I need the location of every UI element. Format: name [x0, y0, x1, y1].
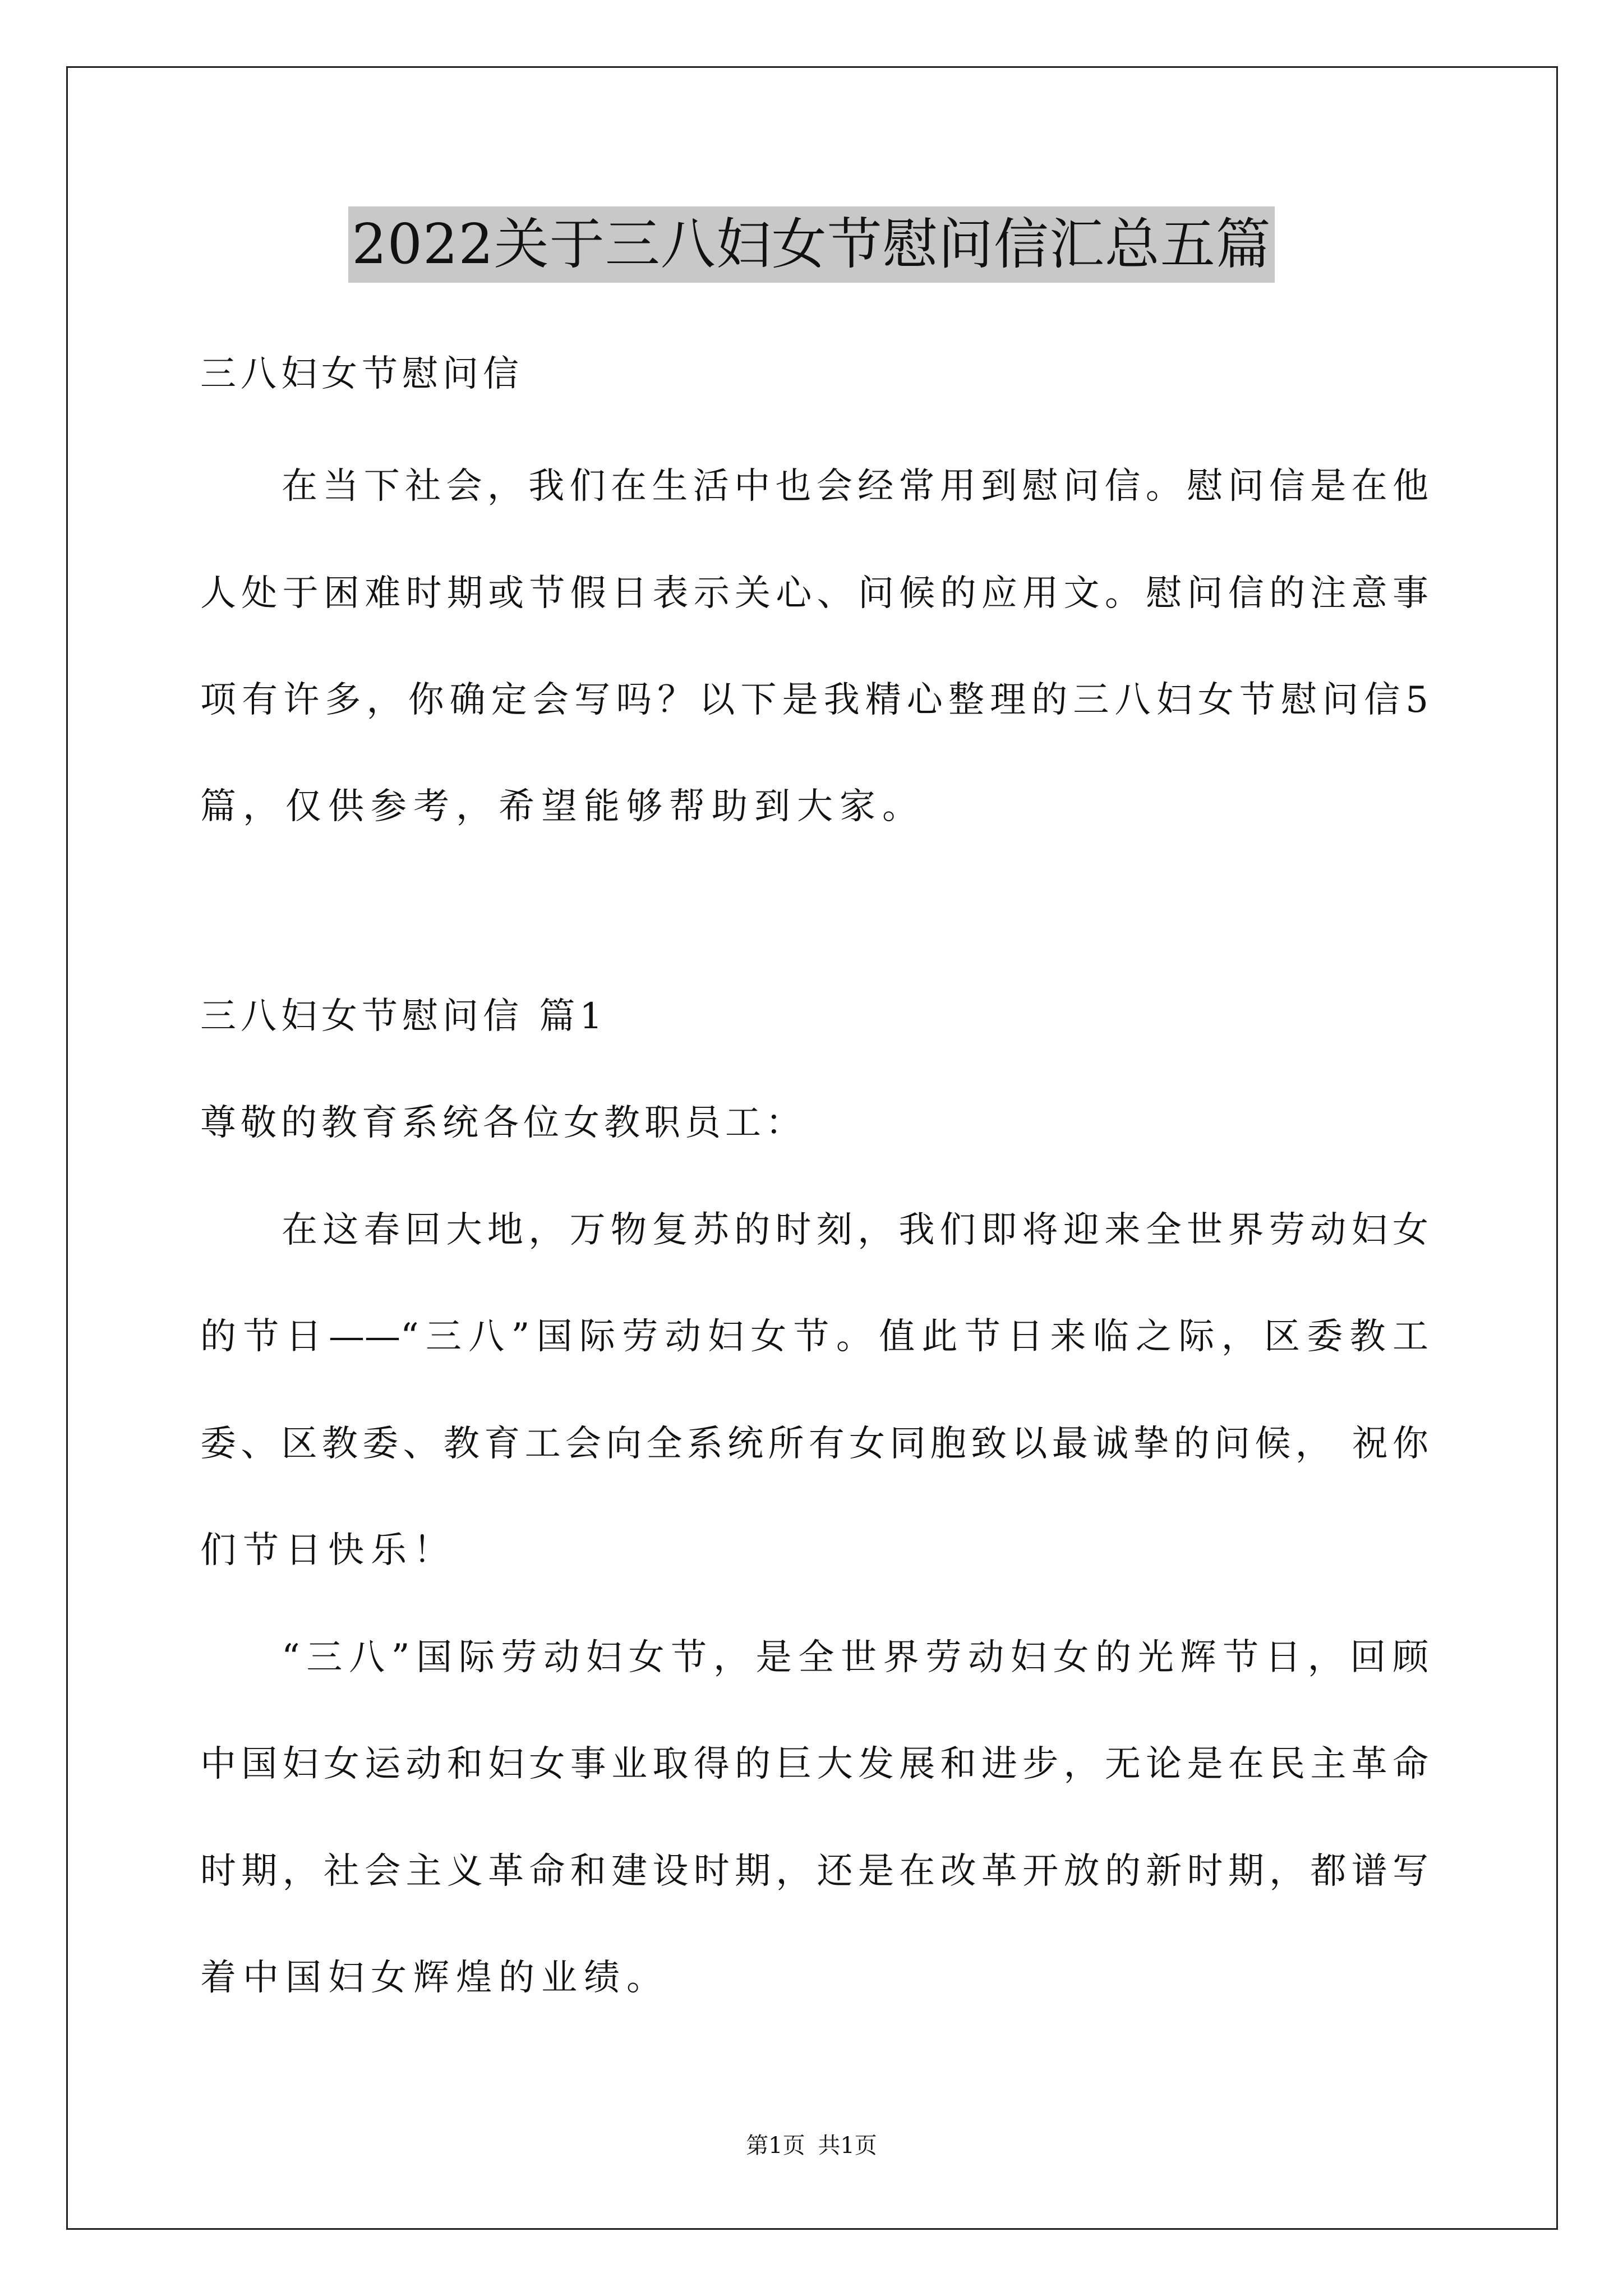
document-title: 2022关于三八妇女节慰问信汇总五篇	[348, 206, 1274, 283]
intro-line-3: 项有许多，你确定会写吗？以下是我精心整理的三八妇女节慰问信5	[200, 679, 1428, 721]
paragraph-2-line-4: 着中国妇女辉煌的业绩。	[200, 1957, 669, 1999]
intro-line-1: 在当下社会，我们在生活中也会经常用到慰问信。慰问信是在他	[282, 466, 1428, 507]
intro-line-4: 篇，仅供参考，希望能够帮助到大家。	[200, 786, 925, 827]
section-heading: 三八妇女节慰问信	[200, 353, 523, 395]
paragraph-1-line-4: 们节日快乐！	[200, 1530, 456, 1571]
letter-heading: 三八妇女节慰问信 篇1	[200, 996, 607, 1037]
paragraph-1-line-1: 在这春回大地，万物复苏的时刻，我们即将迎来全世界劳动妇女	[282, 1209, 1428, 1251]
intro-line-2: 人处于困难时期或节假日表示关心、问候的应用文。慰问信的注意事	[200, 573, 1428, 614]
paragraph-1-line-3: 委、区教委、教育工会向全系统所有女同胞致以最诚挚的问候， 祝你	[200, 1423, 1428, 1465]
salutation: 尊敬的教育系统各位女教职员工：	[200, 1102, 806, 1144]
paragraph-2-line-3: 时期，社会主义革命和建设时期，还是在改革开放的新时期，都谱写	[200, 1851, 1428, 1892]
paragraph-1-line-2: 的节日——“三八”国际劳动妇女节。值此节日来临之际，区委教工	[200, 1316, 1428, 1358]
page-footer: 第1页 共1页	[746, 2133, 877, 2159]
title-container	[0, 206, 1623, 283]
paragraph-2-line-1: “三八”国际劳动妇女节，是全世界劳动妇女的光辉节日，回顾	[282, 1637, 1428, 1678]
paragraph-2-line-2: 中国妇女运动和妇女事业取得的巨大发展和进步，无论是在民主革命	[200, 1743, 1428, 1785]
